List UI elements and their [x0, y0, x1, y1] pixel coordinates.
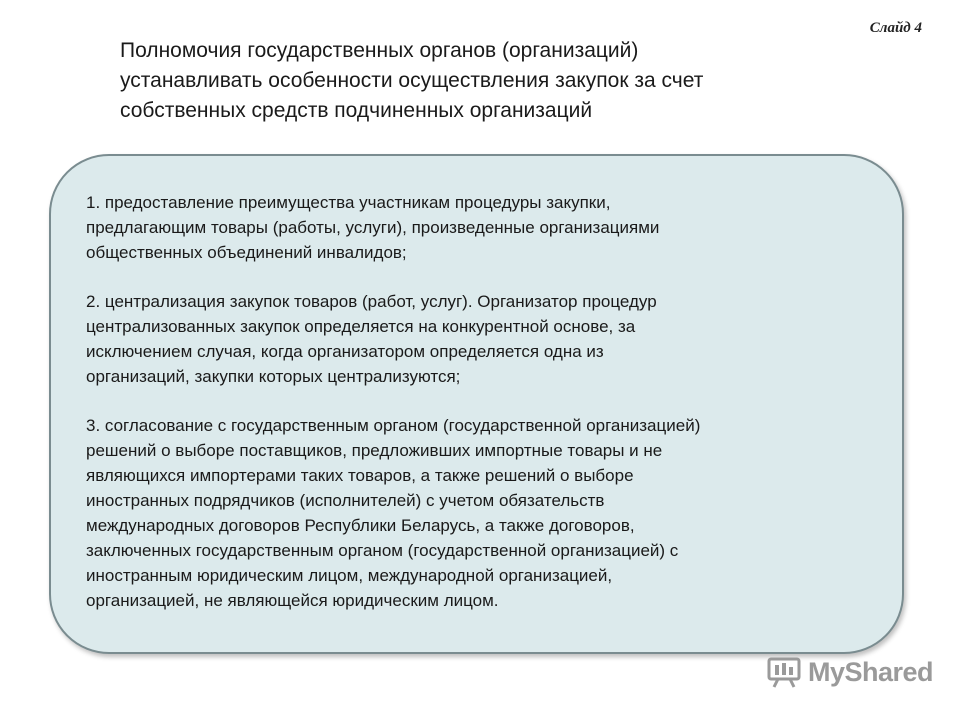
presentation-board-icon	[766, 656, 802, 688]
item-line: организацией, не являющейся юридическим лицом.	[86, 591, 499, 610]
item-list	[86, 190, 876, 637]
item-line: иностранных подрядчиков (исполнителей) с учетом обязательств	[86, 491, 605, 510]
list-item-2	[86, 289, 876, 389]
item-line: организаций, закупки которых централизуются;	[86, 367, 461, 386]
item-line: решений о выборе поставщиков, предложивших импортные товары и не	[86, 441, 663, 460]
item-line: централизованных закупок определяется на конкурентной основе, за	[86, 317, 636, 336]
item-line: общественных объединений инвалидов;	[86, 243, 407, 262]
item-line: иностранным юридическим лицом, международной организацией,	[86, 566, 613, 585]
watermark-text: MyShared	[808, 656, 934, 687]
item-line: 3. согласование с государственным органом (государственной организацией)	[86, 416, 701, 435]
myshared-watermark	[766, 656, 933, 688]
slide-title	[120, 36, 840, 126]
title-line: собственных средств подчиненных организаций	[120, 99, 593, 122]
item-line: 1. предоставление преимущества участникам процедуры закупки,	[86, 193, 611, 212]
list-item-1	[86, 190, 876, 265]
item-line: являющихся импортерами таких товаров, а также решений о выборе	[86, 466, 634, 485]
title-line: Полномочия государственных органов (организаций)	[120, 39, 639, 62]
slide-number: Слайд 4	[869, 20, 922, 36]
item-line: предлагающим товары (работы, услуги), произведенные организациями	[86, 218, 660, 237]
item-line: исключением случая, когда организатором определяется одна из	[86, 342, 604, 361]
item-line: заключенных государственным органом (государственной организацией) с	[86, 541, 679, 560]
title-line: устанавливать особенности осуществления закупок за счет	[120, 69, 704, 92]
list-item-3	[86, 413, 876, 613]
item-line: 2. централизация закупок товаров (работ, услуг). Организатор процедур	[86, 292, 657, 311]
item-line: международных договоров Республики Беларусь, а также договоров,	[86, 516, 635, 535]
